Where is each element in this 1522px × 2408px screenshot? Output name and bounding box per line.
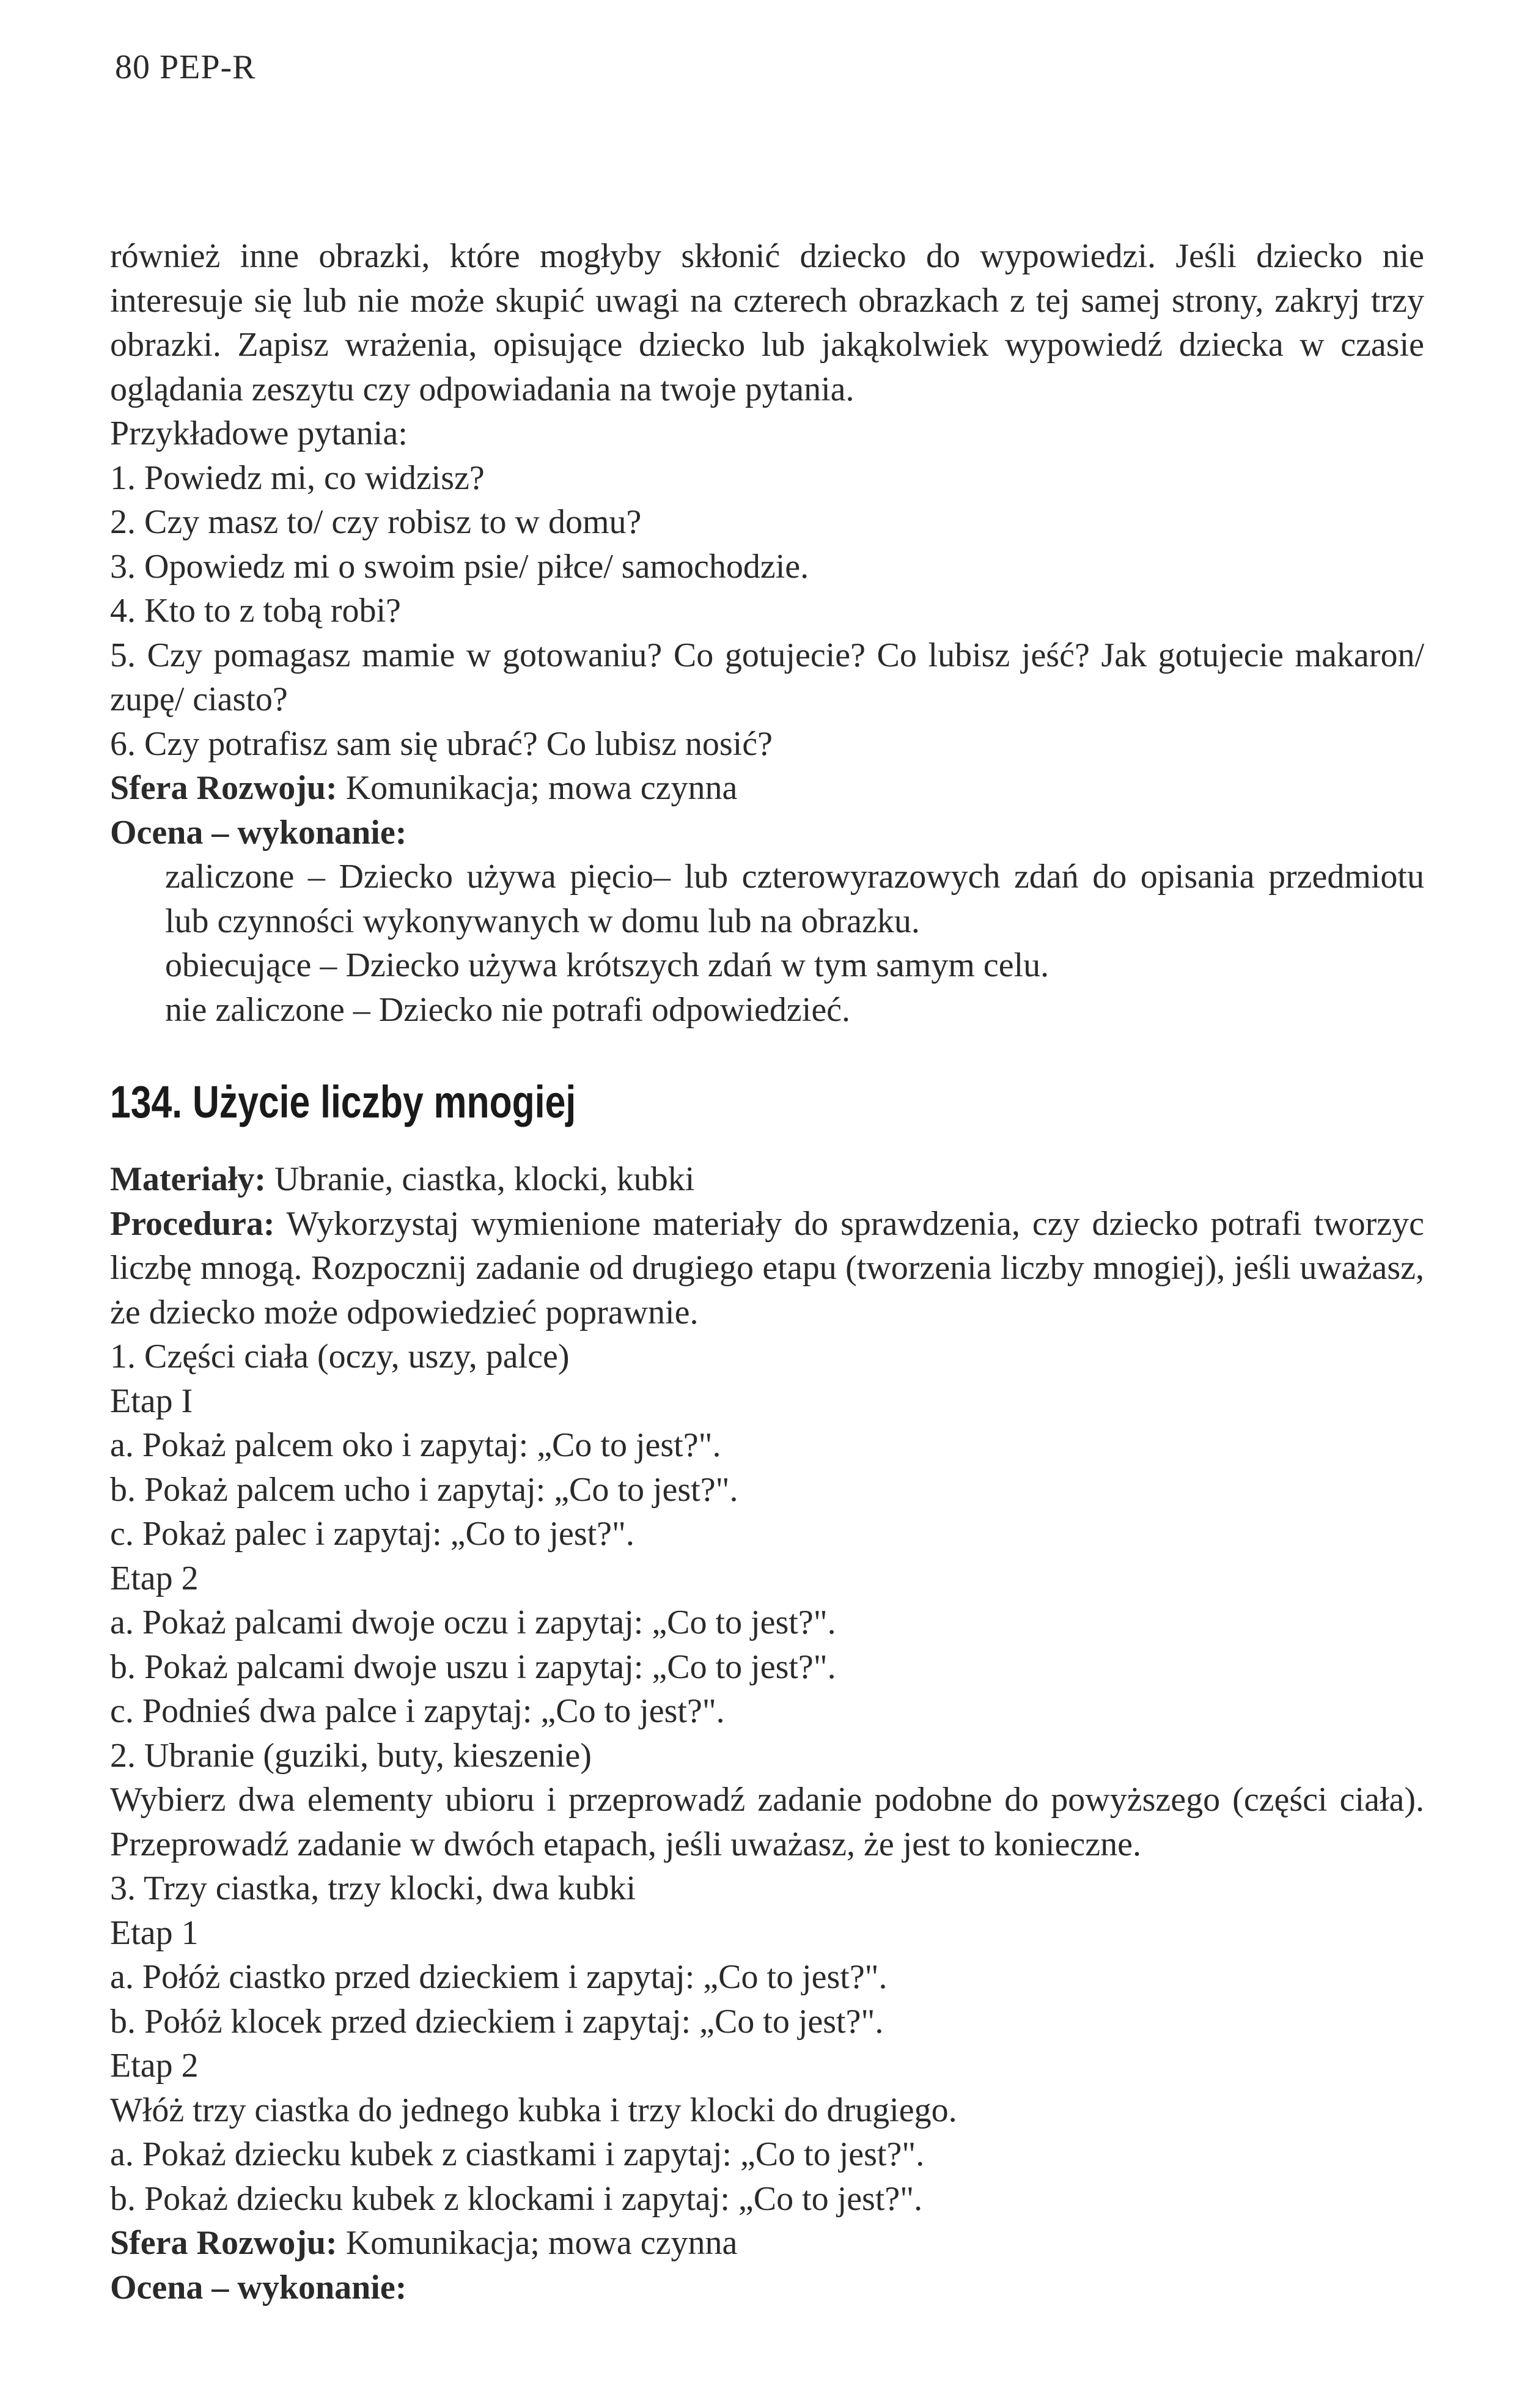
- materialy-value: Ubranie, ciastka, klocki, kubki: [265, 1160, 695, 1198]
- procedure-line: a. Pokaż palcem oko i zapytaj: „Co to jest?".: [110, 1426, 721, 1464]
- sfera-rozwoju-line: [110, 766, 1424, 811]
- procedure-line: b. Połóż klocek przed dzieckiem i zapytaj: „Co to jest?".: [110, 2002, 884, 2041]
- procedure-line: b. Pokaż palcem ucho i zapytaj: „Co to jest?".: [110, 1470, 738, 1509]
- sfera-value: Komunikacja; mowa czynna: [337, 2224, 738, 2262]
- procedure-line: 1. Części ciała (oczy, uszy, palce): [110, 1338, 570, 1375]
- ubranie-paragraph: Wybierz dwa elementy ubioru i przeprowadź zadanie podobne do powyższego (części ciała). Przeprowadź zadanie w dwóch etapach, jeśli uważasz, że jest to konieczne.: [110, 1781, 1424, 1863]
- materialy-line: [110, 1157, 1424, 1202]
- ocena-label: Ocena – wykonanie:: [110, 2268, 407, 2307]
- section-134: [110, 1157, 1424, 2310]
- procedure-line: Etap 2: [110, 2047, 199, 2085]
- procedure-line: Etap 1: [110, 1913, 199, 1952]
- question-item: 3. Opowiedz mi o swoim psie/ piłce/ samochodzie.: [110, 547, 809, 586]
- question-item: 1. Powiedz mi, co widzisz?: [110, 458, 485, 497]
- procedure-line: Etap I: [110, 1382, 193, 1420]
- procedure-line: Etap 2: [110, 1559, 199, 1597]
- question-item: 5. Czy pomagasz mamie w gotowaniu? Co gotujecie? Co lubisz jeść? Jak gotujecie makaron/ zupę/ ciasto?: [110, 636, 1424, 718]
- intro-paragraph: również inne obrazki, które mogłyby skłonić dziecko do wypowiedzi. Jeśli dziecko nie interesuje się lub nie może skupić uwagi na czterech obrazkach z tej samej strony, zakryj trzy obrazki. Zapisz wrażenia, opisujące dziecko lub jakąkolwiek wypowiedź dziecka w czasie oglądania zeszytu czy odpowiadania na twoje pytania.: [110, 237, 1424, 408]
- procedure-line: a. Połóż ciastko przed dzieckiem i zapytaj: „Co to jest?".: [110, 1958, 888, 1996]
- procedura-label: Procedura:: [110, 1204, 275, 1243]
- ocena-item: nie zaliczone – Dziecko nie potrafi odpowiedzieć.: [165, 990, 851, 1029]
- ocena-item: obiecujące – Dziecko używa krótszych zdań w tym samym celu.: [165, 946, 1050, 984]
- question-item: 4. Kto to z tobą robi?: [110, 592, 401, 630]
- sfera-value: Komunikacja; mowa czynna: [337, 769, 738, 807]
- procedure-line: c. Podnieś dwa palce i zapytaj: „Co to jest?".: [110, 1692, 725, 1730]
- procedura-value: Wykorzystaj wymienione materiały do sprawdzenia, czy dziecko potrafi tworzyc liczbę mnogą. Rozpocznij zadanie od drugiego etapu (tworzenia liczby mnogiej), jeśli uważasz, że dziecko może odpowiedzieć poprawnie.: [110, 1204, 1424, 1331]
- sfera-label: Sfera Rozwoju:: [110, 769, 337, 807]
- question-item: 6. Czy potrafisz sam się ubrać? Co lubisz nosić?: [110, 724, 773, 763]
- running-head: 80 PEP-R: [115, 48, 256, 86]
- section-heading: 134. Użycie liczby mnogiej: [110, 1077, 576, 1127]
- procedure-line: b. Pokaż dziecku kubek z klockami i zapytaj: „Co to jest?".: [110, 2179, 923, 2218]
- question-item: 2. Czy masz to/ czy robisz to w domu?: [110, 503, 642, 541]
- materialy-label: Materiały:: [110, 1160, 266, 1198]
- procedure-line: a. Pokaż dziecku kubek z ciastkami i zapytaj: „Co to jest?".: [110, 2135, 925, 2173]
- sfera-rozwoju-line: [110, 2221, 1424, 2266]
- procedure-line: Włóż trzy ciastka do jednego kubka i trzy klocki do drugiego.: [110, 2091, 957, 2129]
- procedure-line: a. Pokaż palcami dwoje oczu i zapytaj: „Co to jest?".: [110, 1603, 836, 1641]
- procedure-line: 3. Trzy ciastka, trzy klocki, dwa kubki: [110, 1869, 636, 1907]
- procedure-line: c. Pokaż palec i zapytaj: „Co to jest?".: [110, 1515, 634, 1553]
- ocena-label: Ocena – wykonanie:: [110, 813, 407, 852]
- ocena-item: zaliczone – Dziecko używa pięcio– lub czterowyrazowych zdań do opisania przedmiotu lub czynności wykonywanych w domu lub na obrazku.: [165, 858, 1424, 940]
- procedure-line: 2. Ubranie (guziki, buty, kieszenie): [110, 1736, 592, 1775]
- sfera-label: Sfera Rozwoju:: [110, 2224, 337, 2262]
- procedura-paragraph: [110, 1202, 1424, 1335]
- questions-label: Przykładowe pytania:: [110, 414, 408, 452]
- section-continuation: [110, 234, 1424, 1032]
- procedure-line: b. Pokaż palcami dwoje uszu i zapytaj: „Co to jest?".: [110, 1648, 836, 1686]
